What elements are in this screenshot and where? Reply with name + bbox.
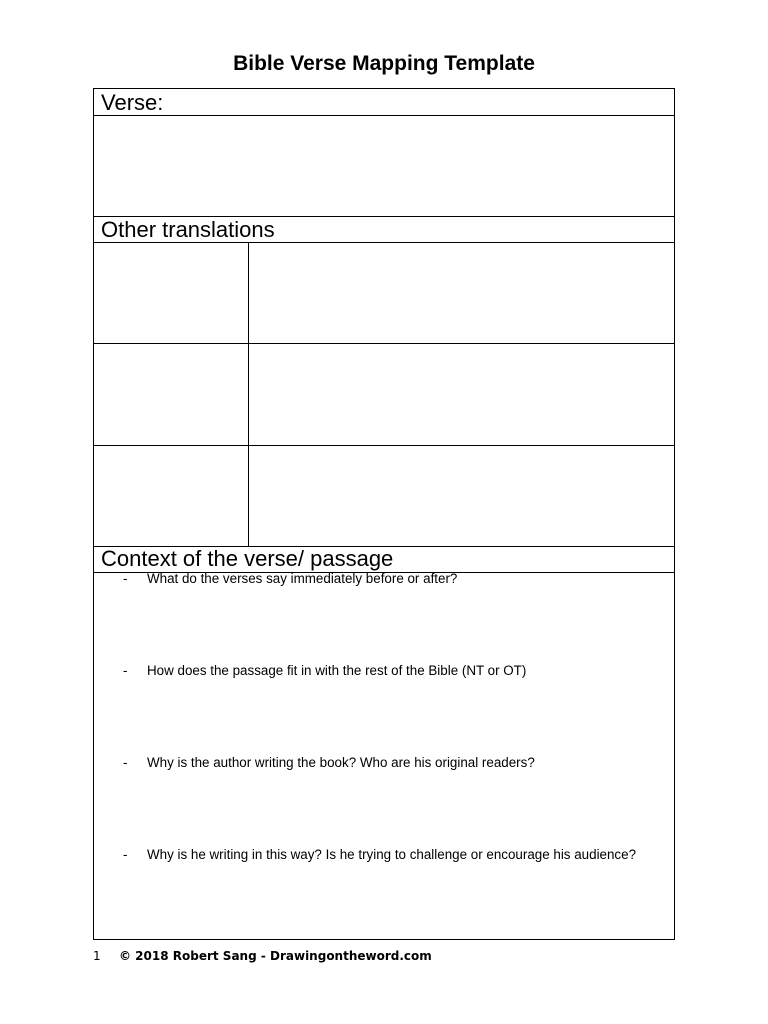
question-text: Why is the author writing the book? Who are his original readers?: [147, 755, 535, 770]
page-number: 1: [93, 949, 101, 963]
question-text: Why is he writing in this way? Is he trying to challenge or encourage his audience?: [147, 847, 637, 862]
verse-writing-area[interactable]: [94, 116, 674, 216]
translation-name-cell[interactable]: [94, 344, 248, 444]
translation-text-cell[interactable]: [249, 243, 674, 343]
verse-mapping-table: [93, 88, 675, 940]
context-heading: Context of the verse/ passage: [101, 546, 394, 571]
question-text: How does the passage fit in with the rest of the Bible (NT or OT): [147, 663, 527, 678]
other-translations-heading: Other translations: [101, 217, 275, 242]
page-footer: [93, 948, 432, 964]
verse-heading: Verse:: [101, 90, 164, 115]
copyright-text: © 2018 Robert Sang - Drawingontheword.com: [119, 949, 432, 963]
bullet-dash: -: [123, 755, 128, 770]
page-title: Bible Verse Mapping Template: [233, 52, 535, 75]
bullet-dash: -: [123, 663, 128, 678]
bullet-dash: -: [123, 847, 128, 862]
question-text: What do the verses say immediately before or after?: [147, 571, 458, 586]
bullet-dash: -: [123, 571, 128, 586]
translation-text-cell[interactable]: [249, 344, 674, 444]
translation-name-cell[interactable]: [94, 243, 248, 343]
translation-name-cell[interactable]: [94, 446, 248, 546]
translation-text-cell[interactable]: [249, 446, 674, 546]
